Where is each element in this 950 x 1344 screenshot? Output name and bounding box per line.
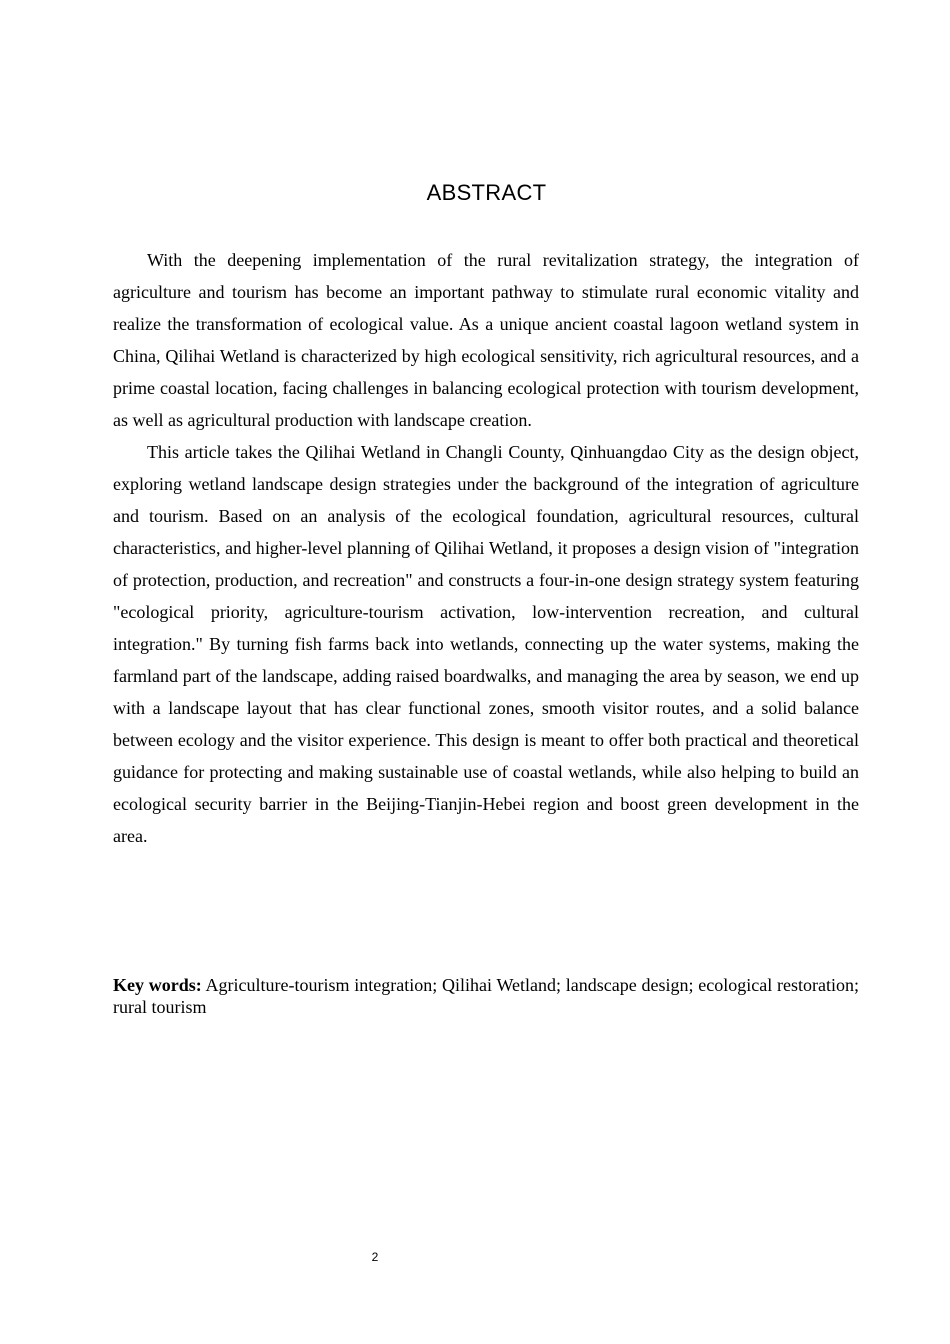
keywords-text: Agriculture-tourism integration; Qilihai Wetland; landscape design; ecological restoration; rural tourism bbox=[113, 975, 859, 1017]
abstract-body bbox=[113, 244, 859, 852]
abstract-paragraph-1: With the deepening implementation of the rural revitalization strategy, the integration of agriculture and tourism has become an important pathway to stimulate rural economic vitality and realize the transformation of ecological value. As a unique ancient coastal lagoon wetland system in China, Qilihai Wetland is characterized by high ecological sensitivity, rich agricultural resources, and a prime coastal location, facing challenges in balancing ecological protection with tourism development, as well as agricultural production with landscape creation. bbox=[113, 250, 859, 430]
keywords-label: Key words: bbox=[113, 975, 202, 995]
abstract-title: ABSTRACT bbox=[426, 180, 547, 205]
abstract-paragraph-2: This article takes the Qilihai Wetland in Changli County, Qinhuangdao City as the design object, exploring wetland landscape design strategies under the background of the integration of agriculture and tourism. Based on an analysis of the ecological foundation, agricultural resources, cultural characteristics, and higher-level planning of Qilihai Wetland, it proposes a design vision of "integration of protection, production, and recreation" and constructs a four-in-one design strategy system featuring "ecological priority, agriculture-tourism activation, low-intervention recreation, and cultural integration." By turning fish farms back into wetlands, connecting up the water systems, making the farmland part of the landscape, adding raised boardwalks, and managing the area by season, we end up with a landscape layout that has clear functional zones, smooth visitor routes, and a solid balance between ecology and the visitor experience. This design is meant to offer both practical and theoretical guidance for protecting and making sustainable use of coastal wetlands, while also helping to build an ecological security barrier in the Beijing-Tianjin-Hebei region and boost green development in the area. bbox=[113, 442, 859, 846]
keywords-line bbox=[113, 974, 859, 1018]
page-number: 2 bbox=[371, 1250, 379, 1264]
